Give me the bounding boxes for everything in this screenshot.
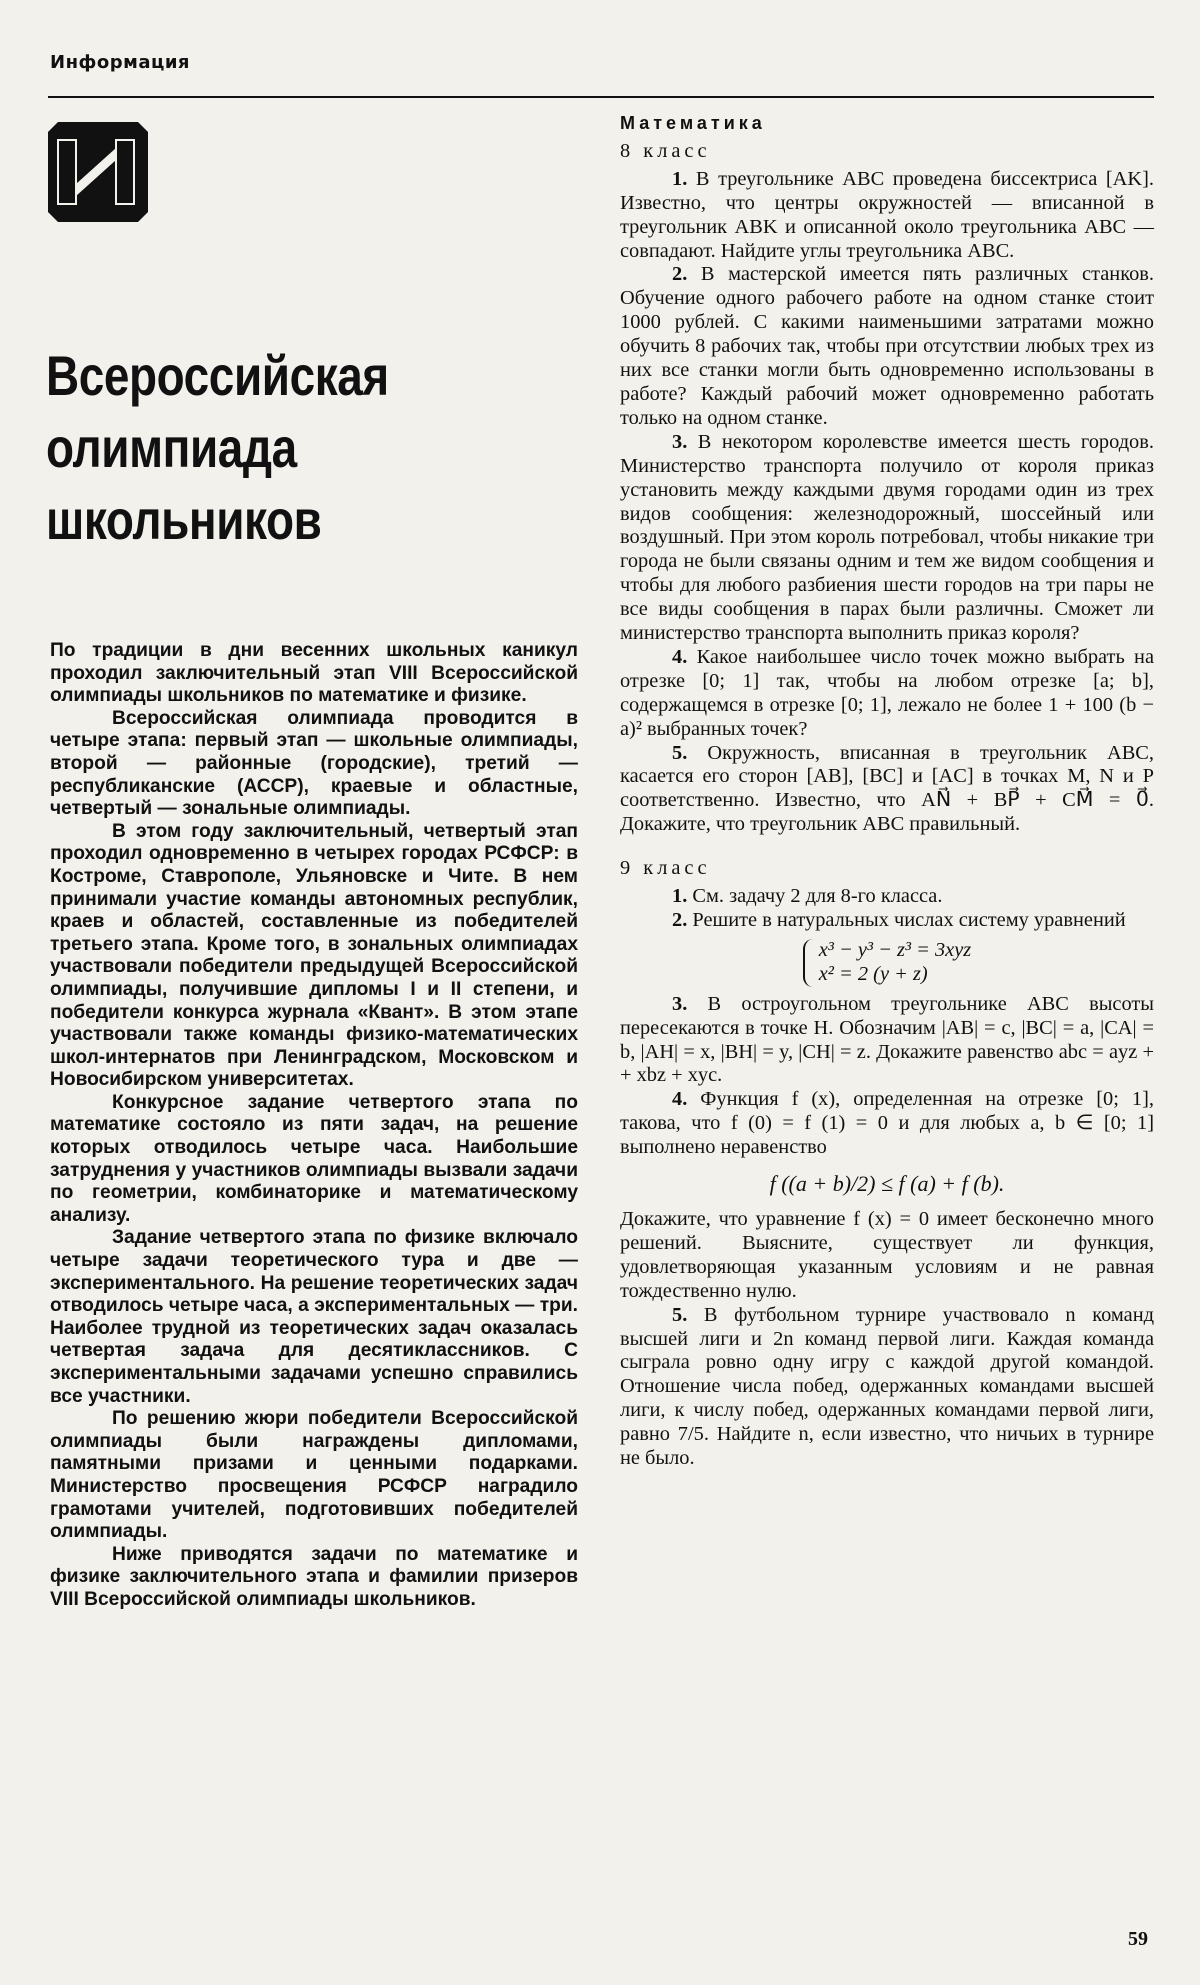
intro-paragraph: Всероссийская олимпиада проводится в четыре этапа: первый этап — школьные олимпиады, второй — районные (городские), третий — республиканские (АССР), краевые и областные, четвертый — зональные олимпиады. — [50, 707, 578, 820]
information-logo-icon — [48, 122, 148, 222]
problem-text: В футбольном турнире участвовало n команд высшей лиги и 2n команд первой лиги. Каждая команда сыграла ровно одну игру с каждой другой командой. Отношение числа побед, одержанных командами высшей лиги, к числу побед, одержанных командами первой лиги, равно 7/5. Найдите n, если известно, что ничьих в турнире не было. — [620, 1303, 1154, 1470]
problem-8-3 — [620, 431, 1154, 646]
problem-text: См. задачу 2 для 8-го класса. — [692, 885, 943, 908]
title-line-2: олимпиада — [46, 416, 297, 479]
intro-paragraph: Задание четвертого этапа по физике включало четыре задачи теоретического тура и две — экспериментального. На решение теоретических задач отводилось четыре часа, а экспериментальных — три. Наиболее трудной из теоретических задач оказалась четвертая задача для десятиклассников. С экспериментальными задачами успешно справились все участники. — [50, 1227, 578, 1407]
intro-column — [50, 640, 578, 1612]
problem-8-5 — [620, 742, 1154, 838]
intro-paragraph: Ниже приводятся задачи по математике и физике заключительного этапа и фамилии призеров VIII Всероссийской олимпиады школьников. — [50, 1543, 578, 1610]
problem-number: 4. — [672, 645, 688, 668]
problem-number: 1. — [672, 167, 688, 190]
problem-number: 3. — [672, 992, 688, 1015]
top-rule — [48, 96, 1154, 98]
page-title — [46, 340, 472, 556]
problem-number: 5. — [672, 741, 688, 764]
problem-number: 2. — [672, 909, 688, 931]
problem-text: Окружность, вписанная в треугольник ABC, касается его сторон [AB], [BC] и [AC] в точках M, N и P соответственно. Известно, что AN⃗ + BP⃗ + CM⃗ = 0⃗. Докажите, что треугольник ABC правильный. — [620, 741, 1154, 836]
problems-column — [620, 112, 1154, 1471]
equation-system — [620, 939, 1154, 987]
problem-9-5 — [620, 1304, 1154, 1471]
title-line-3: школьников — [46, 488, 322, 551]
inequality-formula: f ((a + b)/2) ≤ f (a) + f (b). — [769, 1171, 1005, 1197]
equation-2: x² = 2 (y + z) — [818, 962, 928, 985]
title-line-1: Всероссийская — [46, 344, 389, 407]
problem-text: Какое наибольшее число точек можно выбрать на отрезке [0; 1] так, чтобы на любом отрезке [a; b], содержащемся в отрезке [0; 1], лежало не более 1 + 100 (b − a)² выбранных точек? — [620, 645, 1154, 740]
problem-number: 1. — [672, 885, 688, 908]
problem-number: 4. — [672, 1088, 688, 1111]
problem-number: 2. — [672, 263, 688, 286]
problem-8-1 — [620, 168, 1154, 264]
problem-number: 5. — [672, 1303, 688, 1326]
problem-number: 3. — [672, 430, 688, 453]
intro-paragraph: Конкурсное задание четвертого этапа по математике состояло из пяти задач, на решение которых отводилось четыре часа. Наибольшие затруднения у участников олимпиады вызвали задачи по геометрии, комбинаторике и математическому анализу. — [50, 1091, 578, 1226]
grade-9-heading: 9 класс — [620, 857, 711, 880]
problem-text: В остроугольном треугольнике ABC высоты пересекаются в точке H. Обозначим |AB| = c, |BC| = a, |CA| = b, |AH| = x, |BH| = y, |CH| = z. Докажите равенство abc = ayz + + xbz + xyc. — [620, 992, 1154, 1087]
problem-9-3 — [620, 993, 1154, 1089]
problem-9-1 — [620, 885, 1154, 909]
section-label: Информация — [50, 52, 190, 73]
intro-paragraph: По традиции в дни весенних школьных каникул проходил заключительный этап VIII Всероссийской олимпиады школьников по математике и физике. — [50, 640, 578, 707]
problem-8-2 — [620, 263, 1154, 430]
equation-1: x³ − y³ − z³ = 3xyz — [818, 938, 972, 961]
problem-8-4 — [620, 646, 1154, 742]
page-number: 59 — [1128, 1928, 1148, 1950]
equation-brace — [803, 939, 971, 987]
problem-text: В некотором королевстве имеется шесть городов. Министерство транспорта получило от короля приказ установить между каждыми двумя городами один из трех видов сообщения: железнодорожный, шоссейный или воздушный. При этом король потребовал, чтобы никакие три города не были связаны одним и тем же видом сообщения и чтобы для любого разбиения шести городов на три пары не все виды сообщения в парах были различны. Сможет ли министерство транспорта выполнить приказ короля? — [620, 430, 1154, 645]
intro-paragraph: В этом году заключительный, четвертый этап проходил одновременно в четырех городах РСФСР: в Костроме, Ставрополе, Ульяновске и Чите. В нем принимали участие команды автономных республик, краев и областей, составленные из победителей третьего этапа. Кроме того, в зональных олимпиадах участвовали победители предыдущей Всероссийской олимпиады, получившие дипломы I и II степени, и победители конкурса журнала «Квант». В этом этапе участвовали также команды физико-математических школ-интернатов при Ленинградском, Московском и Новосибирском университетах. — [50, 820, 578, 1091]
problem-text: Функция f (x), определенная на отрезке [0; 1], такова, что f (0) = f (1) = 0 и для любых a, b ∈ [0; 1] выполнено неравенство — [620, 1088, 1154, 1159]
subject-heading: Математика — [620, 113, 766, 133]
problem-9-4-continuation: Докажите, что уравнение f (x) = 0 имеет бесконечно много решений. Выясните, существует ли функция, удовлетворяющая указанным условиям и не равная тождественно нулю. — [620, 1207, 1154, 1302]
intro-paragraph: По решению жюри победители Всероссийской олимпиады были награждены дипломами, памятными призами и ценными подарками. Министерство просвещения РСФСР наградило грамотами учителей, подготовивших победителей олимпиады. — [50, 1408, 578, 1543]
problem-text: Решите в натуральных числах систему уравнений — [692, 909, 1126, 931]
grade-8-heading: 8 класс — [620, 139, 711, 162]
problem-9-2 — [620, 909, 1154, 933]
problem-9-4 — [620, 1088, 1154, 1160]
problem-text: В мастерской имеется пять различных станков. Обучение одного рабочего работе на одном станке стоит 1000 рублей. С какими наименьшими затратами можно обучить 8 рабочих так, чтобы при отсутствии любых трех из них все станки могли быть одновременно использованы в работе? Каждый рабочий может одновременно работать только на одном станке. — [620, 263, 1154, 429]
problem-text: В треугольнике ABC проведена биссектриса [AK]. Известно, что центры окружностей — вписанной в треугольник ABK и описанной около треугольника ABC — совпадают. Найдите углы треугольника ABC. — [620, 167, 1154, 262]
